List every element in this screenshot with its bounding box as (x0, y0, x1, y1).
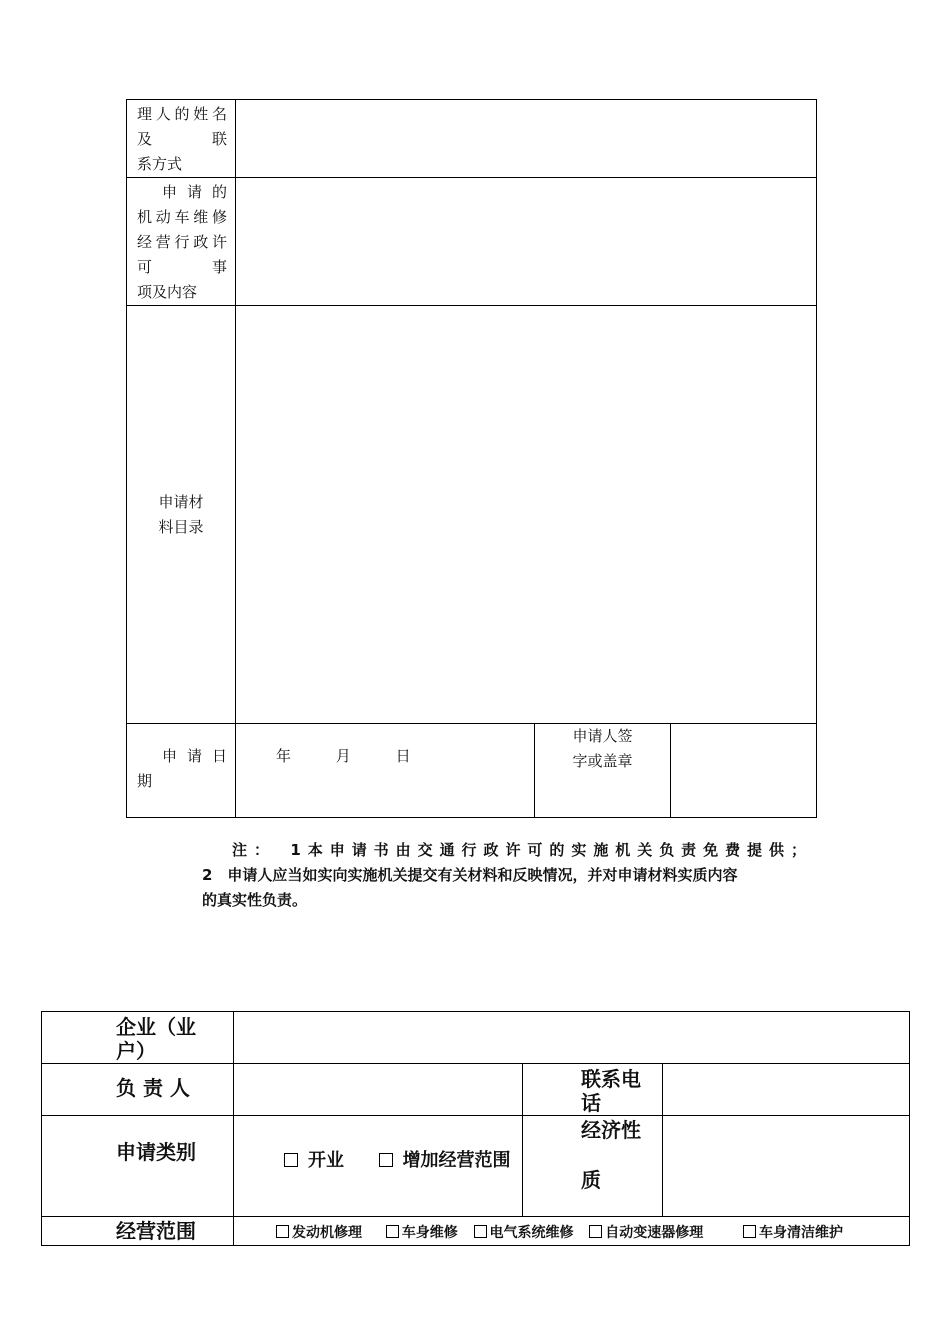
checkbox-icon[interactable] (284, 1153, 298, 1167)
note-line-2: 2 申请人应当如实向实施机关提交有关材料和反映情况，并对申请材料实质内容 (202, 866, 738, 884)
scope-label: 经营范围 (42, 1217, 234, 1246)
checkbox-icon[interactable] (386, 1225, 399, 1238)
note-line-3: 的真实性负责。 (202, 891, 308, 909)
checkbox-icon[interactable] (379, 1153, 393, 1167)
date-day: 日 (395, 747, 411, 765)
scope-item-electrical[interactable]: 电气系统维修 (474, 1225, 574, 1241)
note-line-1: 注： 1本申请书由交通行政许可的实施机关负责免费提供； (232, 841, 806, 859)
application-date-field[interactable] (236, 724, 535, 818)
option-add-scope[interactable]: 增加经营范围 (379, 1150, 511, 1171)
form-notes (202, 838, 806, 913)
scope-item-engine[interactable]: 发动机修理 (276, 1225, 362, 1241)
signature-field[interactable] (671, 724, 817, 818)
economic-nature-field[interactable] (663, 1116, 910, 1217)
permit-items-label: 申请的 机动车维修 经营行政许 可 事 项及内容 (127, 178, 236, 306)
checkbox-icon[interactable] (474, 1225, 487, 1238)
checkbox-icon[interactable] (743, 1225, 756, 1238)
agent-contact-field[interactable] (236, 100, 817, 178)
date-month: 月 (335, 747, 351, 765)
category-label: 申请类别 (42, 1116, 234, 1217)
application-date-label: 申请日 期 (127, 724, 236, 818)
enterprise-info-table (41, 1011, 910, 1246)
checkbox-icon[interactable] (589, 1225, 602, 1238)
scope-item-body[interactable]: 车身维修 (386, 1225, 458, 1241)
economic-nature-label: 经济性 质 (523, 1116, 663, 1217)
materials-list-field[interactable] (236, 306, 817, 724)
enterprise-label: 企业（业 户） (42, 1012, 234, 1064)
scope-options (234, 1217, 910, 1246)
application-form-table (126, 99, 817, 818)
phone-label: 联系电 话 (523, 1064, 663, 1116)
agent-contact-label: 理人的姓名 及 联 系方式 (127, 100, 236, 178)
category-options (234, 1116, 523, 1217)
responsible-person-field[interactable] (234, 1064, 523, 1116)
responsible-person-label: 负 责 人 (42, 1064, 234, 1116)
scope-item-cleaning[interactable]: 车身清洁维护 (743, 1225, 843, 1241)
signature-label: 申请人签 字或盖章 (535, 724, 671, 818)
option-open[interactable]: 开业 (284, 1150, 344, 1171)
date-year: 年 (276, 747, 292, 765)
permit-items-field[interactable] (236, 178, 817, 306)
checkbox-icon[interactable] (276, 1225, 289, 1238)
scope-item-transmission[interactable]: 自动变速器修理 (589, 1225, 703, 1241)
phone-field[interactable] (663, 1064, 910, 1116)
enterprise-field[interactable] (234, 1012, 910, 1064)
materials-list-label: 申请材 料目录 (127, 306, 236, 724)
